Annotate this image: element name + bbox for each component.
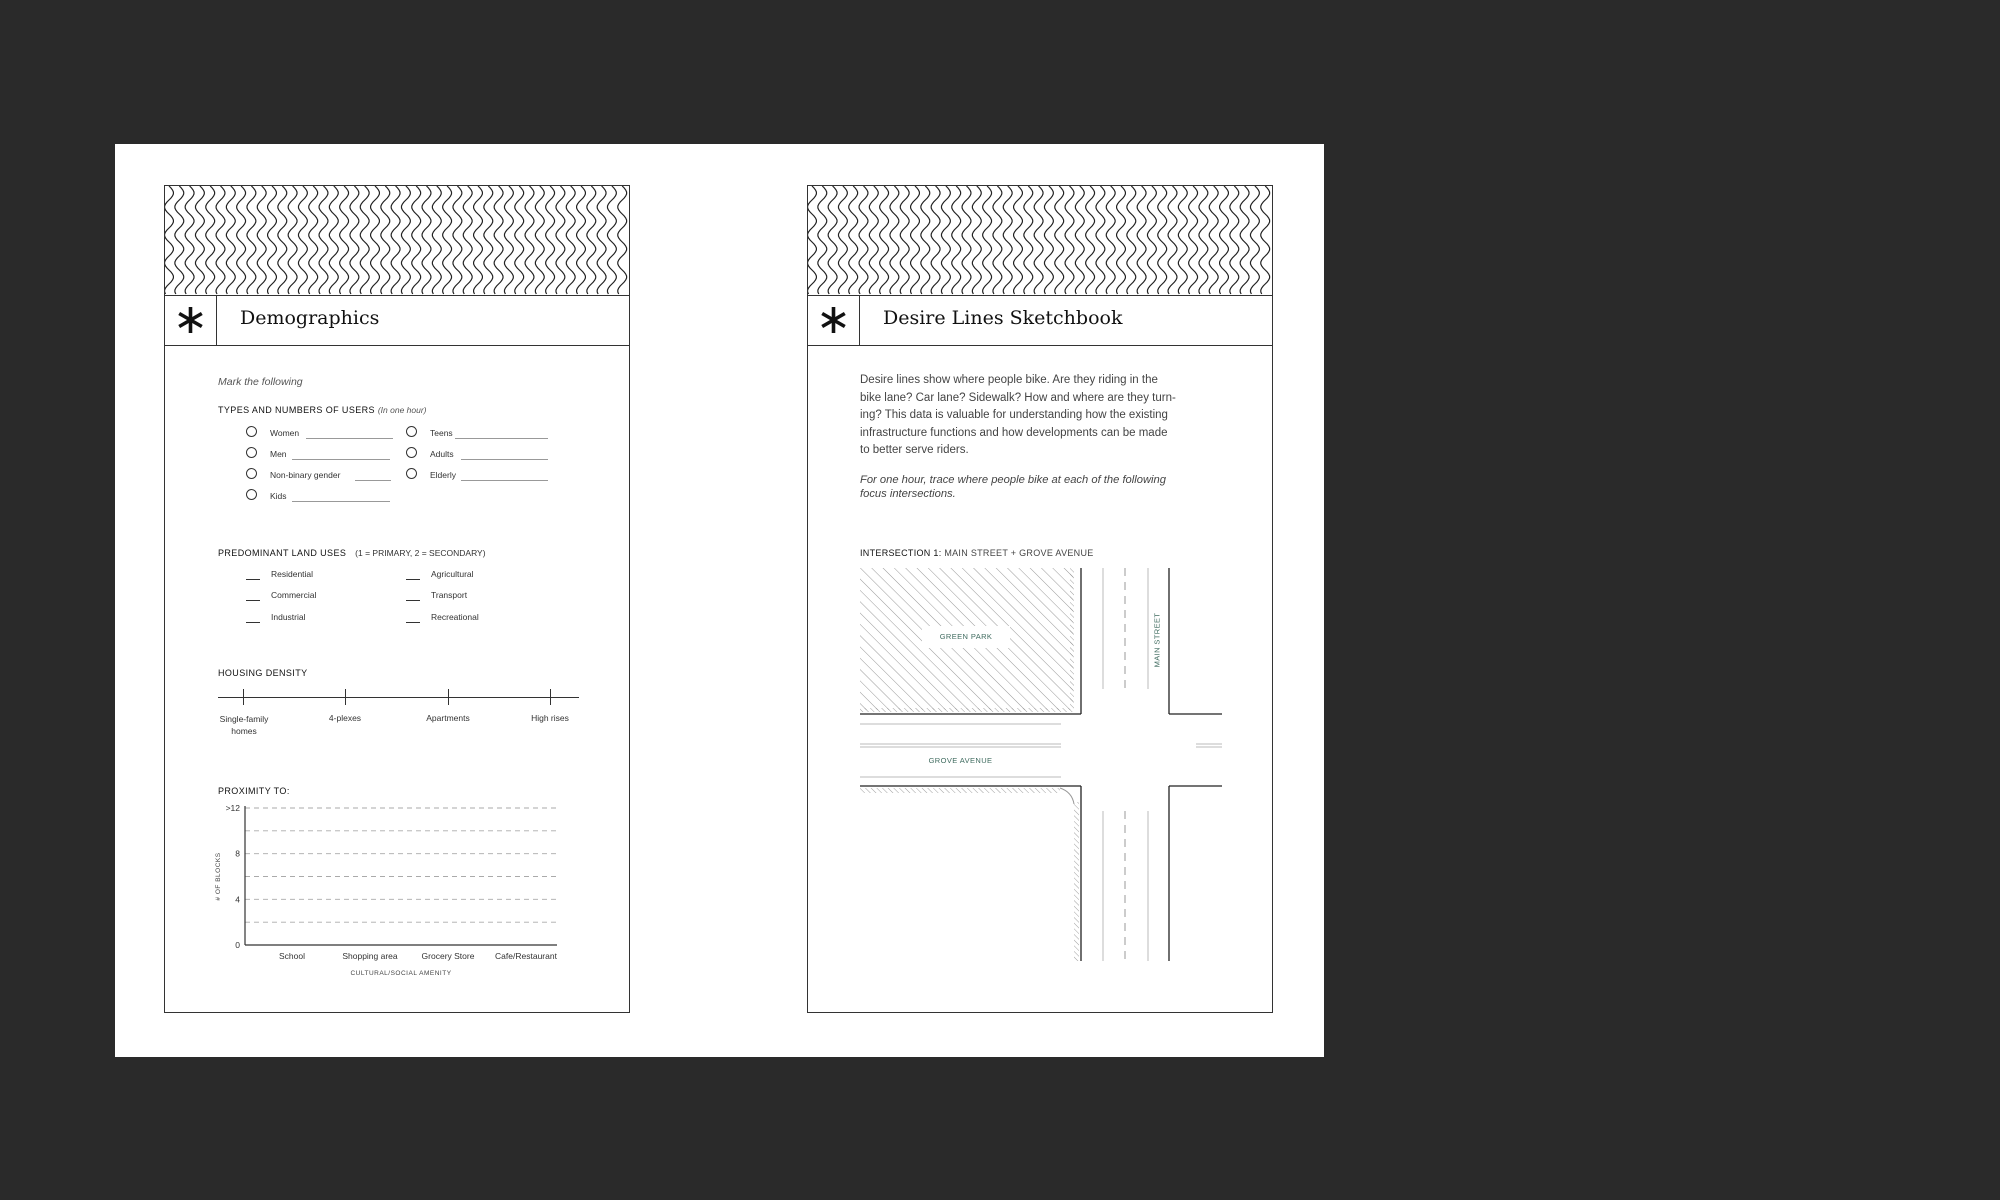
wave-line (1117, 186, 1126, 294)
wave-line (412, 186, 421, 294)
wave-line (1024, 186, 1033, 294)
wave-line (535, 186, 544, 294)
wave-line (546, 186, 555, 294)
paragraph-line: infrastructure functions and how developments can be made (860, 426, 1168, 439)
radio-circle[interactable] (406, 426, 417, 437)
asterisk-icon (808, 295, 860, 345)
land-use-heading (218, 548, 486, 558)
scale-label: High rises (531, 713, 569, 723)
x-tick-label: School (279, 951, 305, 961)
option-label: Elderly (430, 470, 456, 480)
scale-label-line: Single-family (219, 714, 269, 724)
proximity-heading: PROXIMITY TO: (218, 786, 290, 796)
wave-line (288, 186, 297, 294)
rank-blank[interactable] (406, 600, 420, 601)
main-street-label: MAIN STREET (1152, 612, 1162, 668)
scale-tick[interactable] (243, 689, 244, 705)
wave-line (1003, 186, 1012, 294)
wavy-lines-pattern-icon (808, 186, 1272, 296)
users-heading-text: TYPES AND NUMBERS OF USERS (218, 405, 375, 415)
wave-line (900, 186, 909, 294)
option-label: Non-binary gender (270, 470, 341, 480)
rank-blank[interactable] (406, 579, 420, 580)
wave-line (1251, 186, 1260, 294)
page-title: Desire Lines Sketchbook (883, 307, 1123, 329)
radio-circle[interactable] (246, 426, 257, 437)
option-label: Transport (431, 590, 468, 600)
wave-line (1148, 186, 1157, 294)
wave-line (278, 186, 287, 294)
wave-line (849, 186, 858, 294)
answer-line[interactable] (461, 459, 548, 460)
wave-line (828, 186, 837, 294)
rank-blank[interactable] (246, 579, 260, 580)
option-label: Commercial (271, 590, 317, 600)
wave-line (911, 186, 920, 294)
answer-line[interactable] (455, 438, 548, 439)
wave-line (1055, 186, 1064, 294)
wave-line (319, 186, 328, 294)
wave-line (505, 186, 514, 294)
wave-line (1137, 186, 1146, 294)
intersection-label-streets: MAIN STREET + GROVE AVENUE (944, 548, 1094, 558)
wave-line (350, 186, 359, 294)
wave-line (931, 186, 940, 294)
wave-line (597, 186, 606, 294)
grove-avenue-label: GROVE AVENUE (928, 756, 993, 765)
answer-line[interactable] (292, 459, 390, 460)
wave-line (952, 186, 961, 294)
wave-line (237, 186, 246, 294)
option-label: Agricultural (431, 569, 474, 579)
y-tick-label: >12 (225, 803, 240, 813)
demographics-card (164, 185, 630, 1013)
wave-line (463, 186, 472, 294)
wave-line (587, 186, 596, 294)
wave-line (371, 186, 380, 294)
instruction-line: focus intersections. (860, 488, 956, 500)
rank-blank[interactable] (246, 600, 260, 601)
wave-line (890, 186, 899, 294)
wavy-lines-pattern-icon (165, 186, 629, 296)
wave-line (566, 186, 575, 294)
wave-line (206, 186, 215, 294)
wave-line (1240, 186, 1249, 294)
y-tick-label: 4 (235, 894, 240, 905)
wave-line (1096, 186, 1105, 294)
wave-line (1178, 186, 1187, 294)
wave-line (175, 186, 184, 294)
paragraph-line: ing? This data is valuable for understanding how the existing (860, 409, 1168, 421)
users-heading-note: (In one hour) (377, 405, 427, 415)
instruction-line: For one hour, trace where people bike at each of the following (860, 474, 1166, 486)
wave-line (216, 186, 225, 294)
wave-line (309, 186, 318, 294)
intersection-label-prefix: INTERSECTION 1: (860, 548, 942, 558)
wave-line (1220, 186, 1229, 294)
option-label: Industrial (271, 612, 306, 622)
paragraph-line: to better serve riders. (860, 444, 969, 456)
rank-blank[interactable] (406, 622, 420, 623)
option-label: Recreational (431, 612, 479, 622)
answer-line[interactable] (292, 501, 390, 502)
wave-line (515, 186, 524, 294)
wave-line (808, 186, 816, 294)
card-titlebar (165, 295, 629, 346)
card-titlebar (808, 295, 1272, 346)
scale-label-line: homes (231, 726, 257, 736)
radio-circle[interactable] (246, 468, 257, 479)
paragraph-line: Desire lines show where people bike. Are they riding in the (860, 374, 1158, 386)
wave-line (1189, 186, 1198, 294)
wave-line (1045, 186, 1054, 294)
intersection-label (860, 548, 1094, 558)
wave-line (1034, 186, 1043, 294)
proximity-chart[interactable] (205, 796, 605, 996)
wave-line (494, 186, 503, 294)
wave-line (432, 186, 441, 294)
wave-line (422, 186, 431, 294)
wave-line (329, 186, 338, 294)
wave-line (618, 186, 627, 294)
wave-line (608, 186, 617, 294)
wave-line (1261, 186, 1270, 294)
scale-label (218, 713, 270, 737)
wave-line (226, 186, 235, 294)
wave-line (525, 186, 534, 294)
radio-circle[interactable] (406, 447, 417, 458)
wave-line (391, 186, 400, 294)
wave-line (247, 186, 256, 294)
wave-line (474, 186, 483, 294)
y-tick-label: 0 (235, 940, 240, 950)
wave-line (1230, 186, 1239, 294)
answer-line[interactable] (306, 438, 393, 439)
wave-line (556, 186, 565, 294)
scale-tick[interactable] (550, 689, 551, 705)
wave-line (484, 186, 493, 294)
desire-lines-card (807, 185, 1273, 1013)
wave-line (1199, 186, 1208, 294)
users-heading (218, 405, 427, 415)
option-label: Teens (430, 428, 453, 438)
scale-label: Apartments (426, 713, 470, 723)
scale-label: 4-plexes (328, 713, 362, 723)
y-tick-label: 8 (235, 848, 240, 859)
x-tick-label: Shopping area (342, 951, 398, 961)
wave-line (880, 186, 889, 294)
wave-line (1086, 186, 1095, 294)
wave-line (165, 186, 173, 294)
wave-line (962, 186, 971, 294)
scale-tick[interactable] (448, 689, 449, 705)
wave-line (257, 186, 266, 294)
wave-line (381, 186, 390, 294)
wave-line (1014, 186, 1023, 294)
wave-line (1209, 186, 1218, 294)
wave-line (1158, 186, 1167, 294)
land-use-heading-note: (1 = PRIMARY, 2 = SECONDARY) (355, 548, 486, 558)
radio-circle[interactable] (246, 447, 257, 458)
x-tick-label: Grocery Store (421, 951, 475, 961)
paragraph-line: bike lane? Car lane? Sidewalk? How and where are they turn- (860, 391, 1176, 404)
wave-line (972, 186, 981, 294)
wave-line (443, 186, 452, 294)
wave-line (1106, 186, 1115, 294)
wave-line (268, 186, 277, 294)
wave-line (818, 186, 827, 294)
answer-line[interactable] (355, 480, 391, 481)
page-title: Demographics (240, 307, 380, 329)
intro-paragraph (860, 372, 1176, 460)
x-axis-label: CULTURAL/SOCIAL AMENITY (350, 970, 452, 977)
rank-blank[interactable] (246, 622, 260, 623)
wave-line (196, 186, 205, 294)
instruction-text: Mark the following (218, 376, 303, 388)
wave-line (577, 186, 586, 294)
wave-line (299, 186, 308, 294)
wave-line (185, 186, 194, 294)
wave-line (1065, 186, 1074, 294)
wave-line (869, 186, 878, 294)
option-label: Kids (270, 491, 287, 501)
option-label: Residential (271, 569, 314, 579)
wave-line (859, 186, 868, 294)
wave-line (360, 186, 369, 294)
scale-tick[interactable] (345, 689, 346, 705)
wave-line (340, 186, 349, 294)
housing-density-heading: HOUSING DENSITY (218, 668, 308, 678)
radio-circle[interactable] (246, 489, 257, 500)
wave-line (1168, 186, 1177, 294)
wave-line (839, 186, 848, 294)
wave-line (942, 186, 951, 294)
option-label: Adults (430, 449, 454, 459)
option-label: Women (270, 428, 300, 438)
land-use-heading-text: PREDOMINANT LAND USES (218, 548, 347, 558)
wave-line (402, 186, 411, 294)
option-label: Men (270, 449, 287, 459)
asterisk-icon (165, 295, 217, 345)
instruction-paragraph (860, 473, 1166, 501)
wave-line (993, 186, 1002, 294)
wave-line (1075, 186, 1084, 294)
intersection-sketch-area[interactable] (860, 568, 1222, 961)
park-label: GREEN PARK (922, 626, 1010, 648)
y-axis-label: # OF BLOCKS (215, 852, 222, 901)
density-scale-line (218, 697, 579, 698)
wave-line (983, 186, 992, 294)
wave-line (1127, 186, 1136, 294)
wave-line (453, 186, 462, 294)
x-tick-label: Cafe/Restaurant (495, 951, 557, 961)
spread-sheet (115, 144, 1324, 1057)
answer-line[interactable] (461, 480, 548, 481)
radio-circle[interactable] (406, 468, 417, 479)
wave-line (921, 186, 930, 294)
